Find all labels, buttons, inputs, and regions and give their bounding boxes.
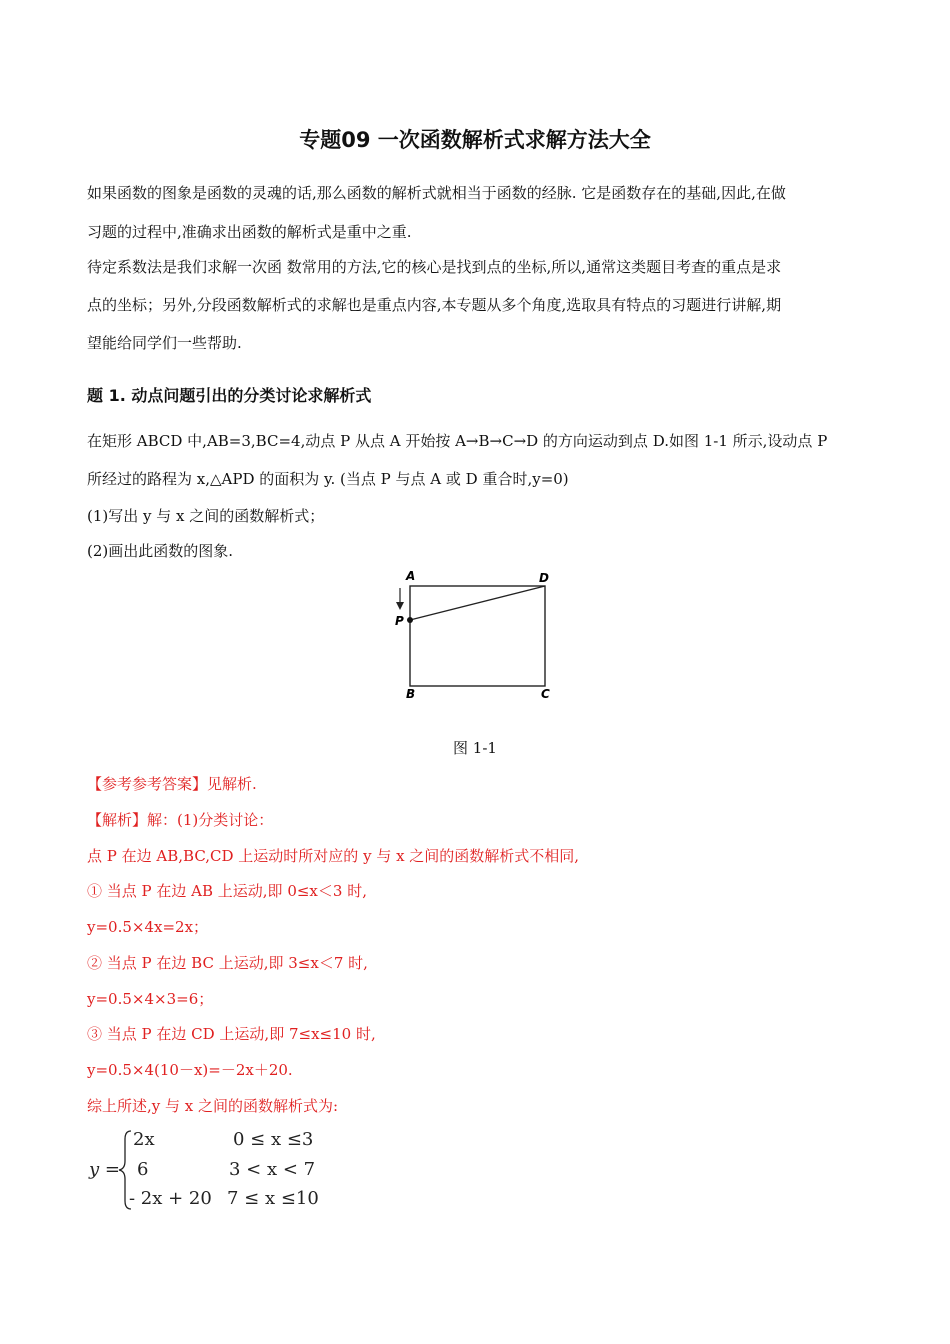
direction-arrow-icon <box>396 602 404 610</box>
rectangle-abcd <box>410 586 545 686</box>
solution-line-3: ① 当点 P 在边 AB 上运动,即 0≤x＜3 时, <box>87 882 367 900</box>
piecewise-formula <box>87 1125 327 1215</box>
case-3-cond: 7 ≤ x ≤10 <box>227 1188 319 1209</box>
case-3-expr: - 2x + 20 <box>129 1188 212 1209</box>
problem-question-2: (2)画出此函数的图象. <box>87 542 234 560</box>
problem-heading: 题 1. 动点问题引出的分类讨论求解析式 <box>87 386 372 405</box>
solution-line-9: 综上所述,y 与 x 之间的函数解析式为: <box>87 1097 339 1115</box>
rectangle-figure <box>385 566 565 706</box>
label-p: P <box>395 614 404 628</box>
solution-line-7: ③ 当点 P 在边 CD 上运动,即 7≤x≤10 时, <box>87 1025 376 1043</box>
problem-line-2: 所经过的路程为 x,△APD 的面积为 y. (当点 P 与点 A 或 D 重合时,y=0) <box>87 470 569 488</box>
point-p <box>407 617 413 623</box>
solution-line-2: 点 P 在边 AB,BC,CD 上运动时所对应的 y 与 x 之间的函数解析式不相同, <box>87 847 580 865</box>
figure-caption: 图 1-1 <box>453 739 497 757</box>
intro-line-1: 如果函数的图象是函数的灵魂的话,那么函数的解析式就相当于函数的经脉. 它是函数存在的基础,因此,在做 <box>87 184 786 202</box>
intro-line-3: 待定系数法是我们求解一次函 数常用的方法,它的核心是找到点的坐标,所以,通常这类题目考查的重点是求 <box>87 258 782 276</box>
intro-line-2: 习题的过程中,准确求出函数的解析式是重中之重. <box>87 223 412 241</box>
page-title: 专题09 一次函数解析式求解方法大全 <box>299 128 651 152</box>
answer-line: 【参考参考答案】见解析. <box>87 775 257 793</box>
label-b: B <box>406 687 416 701</box>
label-c: C <box>541 687 550 701</box>
solution-line-5: ② 当点 P 在边 BC 上运动,即 3≤x＜7 时, <box>87 954 368 972</box>
intro-line-4: 点的坐标；另外,分段函数解析式的求解也是重点内容,本专题从多个角度,选取具有特点的习题进行讲解,期 <box>87 296 782 314</box>
segment-pd <box>410 586 545 620</box>
solution-line-4: y=0.5×4x=2x； <box>87 918 209 936</box>
case-1-expr: 2x <box>133 1129 155 1150</box>
problem-question-1: (1)写出 y 与 x 之间的函数解析式； <box>87 507 325 525</box>
problem-line-1: 在矩形 ABCD 中,AB=3,BC=4,动点 P 从点 A 开始按 A→B→C→D 的方向运动到点 D.如图 1-1 所示,设动点 P <box>87 432 828 450</box>
case-1-cond: 0 ≤ x ≤3 <box>233 1129 314 1150</box>
case-2-cond: 3 < x < 7 <box>229 1159 316 1180</box>
solution-line-6: y=0.5×4×3=6； <box>87 990 214 1008</box>
label-a: A <box>406 569 416 583</box>
formula-lhs: y = <box>89 1159 120 1180</box>
case-2-expr: 6 <box>137 1159 149 1180</box>
solution-line-8: y=0.5×4(10－x)=－2x＋20. <box>87 1061 293 1079</box>
label-d: D <box>539 571 549 585</box>
intro-line-5: 望能给同学们一些帮助. <box>87 334 242 352</box>
solution-line-1: 【解析】解：(1)分类讨论： <box>87 811 274 829</box>
